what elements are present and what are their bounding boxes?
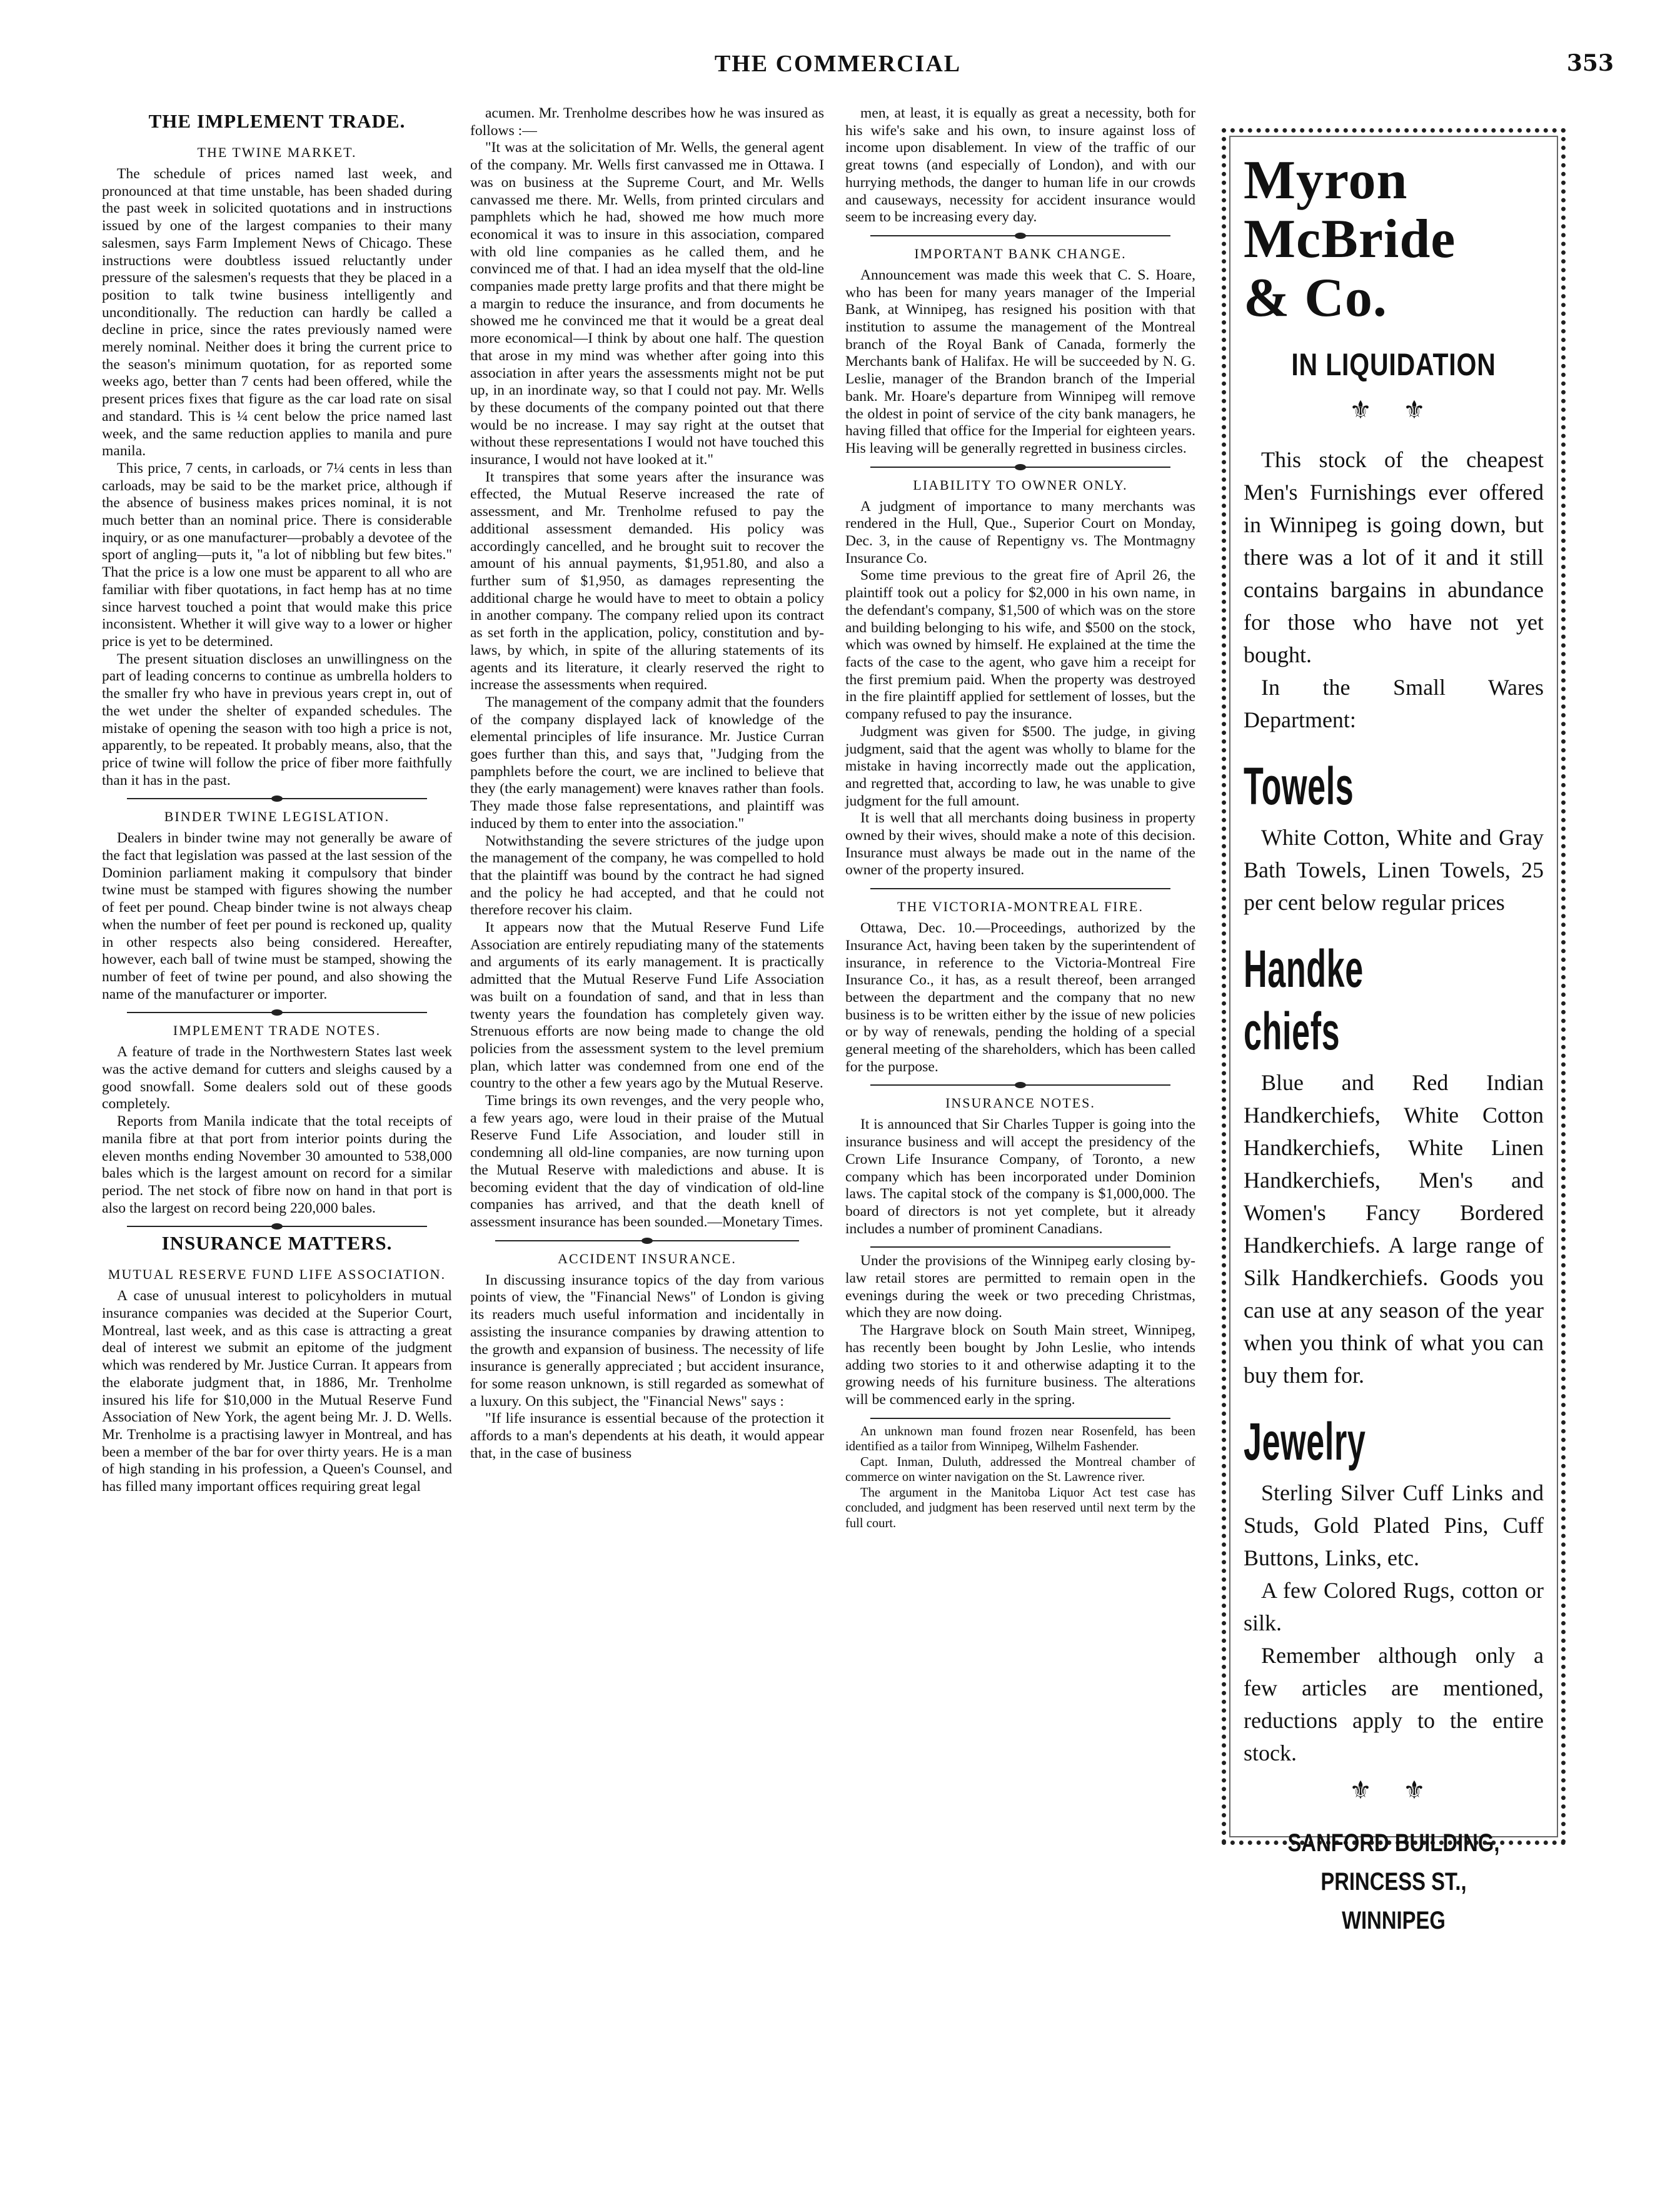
divider (127, 1226, 427, 1227)
category-heading: Towels (1244, 757, 1354, 816)
divider (870, 1418, 1170, 1419)
article-paragraph: Ottawa, Dec. 10.—Proceedings, authorized by the Insurance Act, having been taken by the superintendent of insurance, in reference to the Victoria-Montreal Fire Insurance Co., it has, as a result thereof, been arranged between the department and the company that no new business is to be written either by the issue of new policies or by way of renewals, pending the holding of a special general meeting of the shareholders, which has been called for the purpose. (845, 920, 1195, 1075)
article-paragraph: Announcement was made this week that C. S. Hoare, who has been for many years manager of the Imperial Bank, at Winnipeg, has resigned his position with that institution to assume the management of the Montreal branch of the Royal Bank of Canada, formerly the Merchants bank of Halifax. He will be succeeded by N. G. Leslie, manager of the Brandon branch of the Imperial bank. Mr. Hoare's departure from Winnipeg will remove the oldest in point of service of the city bank managers, he having filled that office for the Imperial for eighteen years. His leaving will be generally regretted in business circles. (845, 266, 1195, 457)
article-title: IMPORTANT BANK CHANGE. (914, 245, 1127, 261)
article-paragraph: Reports from Manila indicate that the total receipts of manila fibre at that port from interior points during the eleven months ending November 30 amounted to 538,000 bales which is the largest amount on record for a similar period. The net stock of fibre now on hand in that port is also the largest on record being 220,000 bales. (102, 1113, 452, 1216)
page-number: 353 (1566, 50, 1614, 76)
advertisement-box (1222, 128, 1566, 1934)
article-paragraph: The Hargrave block on South Main street, Winnipeg, has recently been bought by John Leslie, who intends adding two stories to it and otherwise adapting it to the growing needs of his furniture business. The alterations will be commenced early in the spring. (845, 1322, 1195, 1408)
section-heading: INSURANCE MATTERS. (161, 1232, 393, 1255)
column-1 (102, 105, 452, 1496)
article-paragraph: In discussing insurance topics of the day from various points of view, the "Financial News" of London is giving its readers much useful information and incidentally in assisting the insurance companies by drawing attention to the growth and expansion of business. The necessity of life insurance is generally appreciated ; but accident insurance, for some reason unknown, is still regarded as somewhat of a luxury. On this subject, the "Financial News" says : (470, 1271, 824, 1410)
article-title: THE TWINE MARKET. (197, 144, 357, 160)
advertiser-name-line: & Co. (1244, 268, 1387, 328)
article-title: ACCIDENT INSURANCE. (558, 1250, 737, 1266)
article-title: LIABILITY TO OWNER ONLY. (913, 477, 1128, 493)
article-paragraph: "It was at the solicitation of Mr. Wells, the general agent of the company. Mr. Wells first canvassed me in Ottawa. I was on business at the Supreme Court, and Mr. Wells canvassed me there. Mr. Wells, from printed circulars and pamphlets which he had, showed me how much more economical it was to insure in this association, compared with old line companies as he called them, and he convinced me of that. I had an idea myself that the old-line companies made pretty large profits and that there might be a margin to reduce the insurance, and from documents he showed me he convinced me that it would be a great deal more economical—I think by about one half. The question that arose in my mind was whether after going into this association in after years the assessments might not be put up, in an inordinate way, so that I could not pay. Mr. Wells by these documents of the company pointed out that there would be no increase. I may say right at the outset that without these representations I would not have touched this insurance, I would not have looked at it." (470, 139, 824, 468)
category-text: A few Colored Rugs, cotton or silk. (1244, 1578, 1544, 1635)
divider (870, 467, 1170, 468)
advertiser-name-line: Myron (1244, 150, 1408, 211)
category-text: Sterling Silver Cuff Links and Studs, Gold Plated Pins, Cuff Buttons, Links, etc. (1244, 1480, 1544, 1570)
divider (870, 1246, 1170, 1248)
ad-department: In the Small Wares Department: (1244, 675, 1544, 732)
fleur-de-lis-icon: ⚜ ⚜ (1349, 1776, 1438, 1804)
ad-address-line: SANFORD BUILDING, (1287, 1829, 1500, 1857)
article-title: INSURANCE NOTES. (945, 1095, 1095, 1111)
advertisement-content (1244, 151, 1544, 1940)
category-heading: Jewelry (1244, 1412, 1366, 1471)
article-paragraph: A judgment of importance to many merchants was rendered in the Hull, Que., Superior Court on Monday, Dec. 3, in the cause of Repentigny vs. The Montmagny Insurance Co. (845, 498, 1195, 567)
article-paragraph: Time brings its own revenges, and the very people who, a few years ago, were loud in their praise of the Mutual Reserve Fund Life Association, and louder still in condemning all old-line companies, are now turning upon the Mutual Reserve with maledictions and abuse. It is becoming evident that the day of vindication of old-line companies has arrived, and that the death knell of assessment insurance has been sounded.—Monetary Times. (470, 1093, 824, 1230)
article-paragraph: acumen. Mr. Trenholme describes how he was insured as follows :— (470, 105, 824, 139)
article-paragraph: Some time previous to the great fire of April 26, the plaintiff took out a policy for $2,000 in his own name, in the defendant's company, $1,500 of which was on the store and building belonging to his wife, and $500 on the stock, which was owned by himself. He explained at the time the facts of the case to the agent, who gave him a receipt for the first premium paid. When the property was destroyed in the fire plaintiff applied for settlement of losses, but the company refused to pay the insurance. (845, 567, 1195, 723)
article-title: MUTUAL RESERVE FUND LIFE ASSOCIATION. (108, 1266, 446, 1283)
article-paragraph: It appears now that the Mutual Reserve Fund Life Association are entirely repudiating many of the statements and arguments of its early management. It is practically admitted that the Mutual Reserve Fund Life Association was built on a foundation of sand, and that in less than twenty years the foundation has completely given way. Strenuous efforts are now being made to change the old policies from the assessment system to the level premium plan, which latter was condemned from one end of the country to the other a few years ago by the Mutual Reserve. (470, 919, 824, 1092)
divider (870, 888, 1170, 889)
advertiser-name (1244, 151, 1544, 328)
ad-intro: This stock of the cheapest Men's Furnishings ever offered in Winnipeg is going down, but there was a lot of it and it still contains bargains in abundance for those who have not yet bought. (1244, 447, 1544, 667)
brief-paragraph: An unknown man found frozen near Rosenfeld, has been identified as a tailor from Winnipeg, Wilhelm Fashender. (845, 1424, 1195, 1454)
article-paragraph: It transpires that some years after the insurance was effected, the Mutual Reserve increased the rate of assessment, and Mr. Trenholme refused to pay the additional assessment demanded. His policy was accordingly cancelled, and he brought suit to recover the amount of his annual payments, $1,951.80, and also a further sum of $1,950, as damages representing the additional charge he would have to meet to obtain a policy in another company. The company relied upon its contract as set forth in the application, policy, constitution and by-laws, by which, in spite of the alluring statements of its agents and its literature, it clearly reserved the right to increase the assessments when required. (470, 468, 824, 694)
publication-title: THE COMMERCIAL (714, 51, 962, 77)
category-text: Blue and Red Indian Handkerchiefs, White Cotton Handkerchiefs, White Linen Handkerchiefs, Men's and Women's Fancy Bordered Handkerchiefs. A large range of Silk Handkerchiefs. Goods you can use at any season of the year when you think of what you can buy them for. (1244, 1070, 1544, 1388)
article-paragraph: It is announced that Sir Charles Tupper is going into the insurance business and will accept the presidency of the Crown Life Insurance Company, of Toronto, a new company which has been incorporated under Dominion laws. The capital stock of the company is $1,000,000. The board of directors is not yet complete, but it already includes a number of prominent Canadians. (845, 1116, 1195, 1237)
divider (127, 798, 427, 799)
brief-paragraph: The argument in the Manitoba Liquor Act test case has concluded, and judgment has been reserved until next term by the full court. (845, 1485, 1195, 1530)
article-paragraph: The schedule of prices named last week, and pronounced at that time unstable, has been shaded during the past week in solicited quotations and in instructions issued by one of the largest companies to their many salesmen, says Farm Implement News of Chicago. These instructions were doubtless issued reluctantly under pressure of the salesmen's requests that they be placed in a position to talk twine business intelligently and unconditionally. The reduction can hardly be called a decline in price, since the rates previously named were merely nominal. Neither does it bring the current price to the season's minimum quotation, for as reported some weeks ago, better than 7 cents had been offered, while the present prices fixes that figure as the car load rate on sisal and standard. This is ¼ cent below the price named last week, and the same reduction applies to manila and pure manila. (102, 166, 452, 460)
article-paragraph: Notwithstanding the severe strictures of the judge upon the management of the company, he was compelled to hold that the plaintiff was bound by the contract he had signed and the policy he had accepted, and that he could not therefore recover his claim. (470, 832, 824, 919)
article-paragraph: "If life insurance is essential because of the protection it affords to a man's dependents at his death, it would appear that, in the case of business (470, 1410, 824, 1462)
section-heading: THE IMPLEMENT TRADE. (148, 110, 406, 132)
article-title: IMPLEMENT TRADE NOTES. (173, 1023, 381, 1039)
column-2 (470, 105, 824, 1462)
liquidation-notice: IN LIQUIDATION (1291, 347, 1496, 382)
article-paragraph: The present situation discloses an unwillingness on the part of leading concerns to continue as umbrella holders to the smaller fry who have in previous years crept in, out of the wet under the shelter of expanded schedules. The mistake of opening the season with too high a price is not, apparently, to be repeated. It probably means, also, that the price of twine will follow the price of fiber more faithfully than it has in the past. (102, 650, 452, 789)
ad-address-line: PRINCESS ST., WINNIPEG (1320, 1868, 1467, 1934)
category-heading: Handke chiefs (1244, 939, 1364, 1061)
divider (870, 235, 1170, 236)
article-title: THE VICTORIA-MONTREAL FIRE. (897, 899, 1144, 915)
ad-closing: Remember although only a few articles are mentioned, reductions apply to the entire stock. (1244, 1643, 1544, 1765)
column-3 (845, 105, 1195, 1531)
article-paragraph: Dealers in binder twine may not generally be aware of the fact that legislation was passed at the last session of the Dominion parliament making it compulsory that binder twine must be stamped with figures showing the number of feet per pound. Cheap binder twine is not always cheap when the number of feet per pound is reckoned up, quality in other respects also being considered. Hereafter, however, each ball of twine must be stamped, showing the number of feet of twine per pound, and also showing the name of the manufacturer or importer. (102, 830, 452, 1002)
article-paragraph: This price, 7 cents, in carloads, or 7¼ cents in less than carloads, may be said to be the market price, although if the absence of business makes prices nominal, it is not much better than an nominal price. There is considerable inquiry, or as one manufacturer—probably a devotee of the sport of angling—puts it, "a lot of nibbling but few bites." That the price is a low one must be apparent to all who are familiar with fiber quotations, in fact hemp has at no time since harvest touched a point that would make this price inconsistent. Whether it will give way to a lower or higher price is yet to be determined. (102, 460, 452, 650)
masthead (0, 50, 1670, 88)
article-paragraph: A feature of trade in the Northwestern States last week was the active demand for cutters and sleighs caused by a good snowfall. Some dealers sold out of these goods completely. (102, 1044, 452, 1113)
article-paragraph: A case of unusual interest to policyholders in mutual insurance companies was decided at the Superior Court, Montreal, last week, and as this case is attracting a great deal of interest we submit an epitome of the judgment which was rendered by Mr. Justice Curran. It appears from the elaborate judgment that, in 1886, Mr. Trenholme insured his life for $10,000 in the Mutual Reserve Fund Association of New York, the agent being Mr. J. D. Wells. Mr. Trenholme is a practising lawyer in Montreal, and has been a member of the bar for over thirty years. He is a man of high standing in his profession, a Queen's Counsel, and has filled many important offices requiring great legal (102, 1288, 452, 1495)
advertiser-name-line: McBride (1244, 209, 1456, 270)
article-paragraph: Under the provisions of the Winnipeg early closing by-law retail stores are permitted to remain open in the evenings during the week or two preceding Christmas, which they are now doing. (845, 1253, 1195, 1321)
divider (127, 1012, 427, 1013)
brief-paragraph: Capt. Inman, Duluth, addressed the Montreal chamber of commerce on winter navigation on the St. Lawrence river. (845, 1455, 1195, 1485)
article-paragraph: men, at least, it is equally as great a necessity, both for his wife's sake and his own, to insure against loss of income upon disablement. In view of the traffic of our great towns (and especially of London), and with our hurrying methods, the danger to human life in our crowds and causeways, necessity for accident insurance would seem to be increasing every day. (845, 105, 1195, 226)
article-paragraph: Judgment was given for $500. The judge, in giving judgment, said that the agent was wholly to blame for the mistake in having incorrectly made out the application, and regretted that, according to law, he was unable to give judgment for the full amount. (845, 723, 1195, 809)
article-title: BINDER TWINE LEGISLATION. (164, 809, 390, 825)
article-paragraph: The management of the company admit that the founders of the company displayed lack of knowledge of the elemental principles of life insurance. Mr. Justice Curran goes further than this, and says that, "Judging from the pamphlets before the court, we are inclined to believe that they (the early management) were knaves rather than fools. They made those false representations, and plaintiff was induced by them to enter into the association." (470, 694, 824, 832)
divider (495, 1240, 799, 1241)
fleur-de-lis-icon: ⚜ ⚜ (1349, 396, 1438, 424)
divider (870, 1084, 1170, 1086)
category-text: White Cotton, White and Gray Bath Towels, Linen Towels, 25 per cent below regular prices (1244, 825, 1544, 915)
article-paragraph: It is well that all merchants doing business in property owned by their wives, should make a note of this decision. Insurance must always be made out in the name of the owner of the property insured. (845, 810, 1195, 879)
